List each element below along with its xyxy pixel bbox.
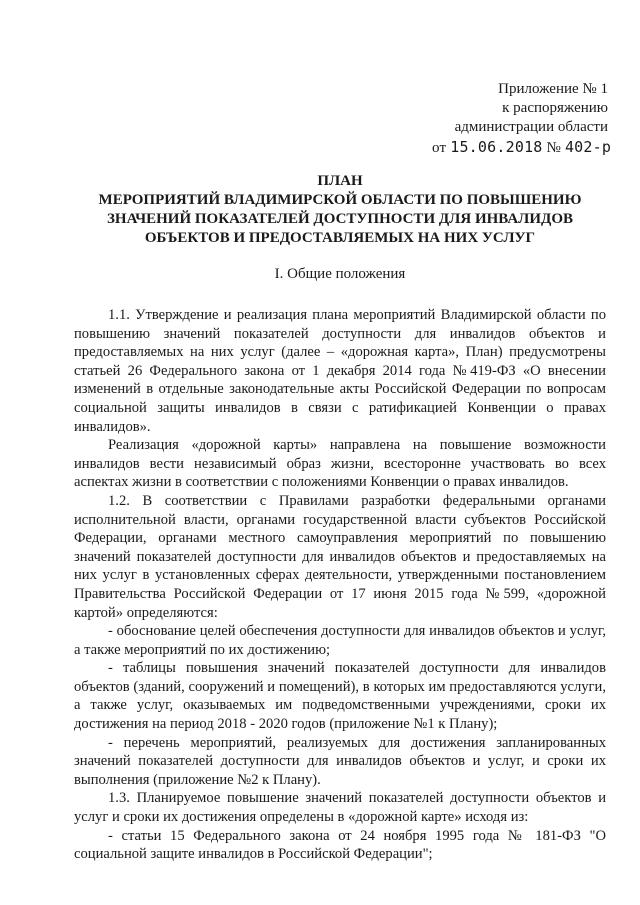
list-item-tables: - таблицы повышения значений показателей доступности для инвалидов объектов (зданий, сооружений и помещений), в которых им предоставляются услуги, а также услуг, оказываемых им подведомственными учреждениями, сроки их достижения на период 2018 - 2020 годов (приложение №1 к Плану);	[74, 660, 606, 733]
title-line-3: ЗНАЧЕНИЙ ПОКАЗАТЕЛЕЙ ДОСТУПНОСТИ ДЛЯ ИНВАЛИДОВ	[106, 211, 574, 227]
appendix-header	[455, 80, 608, 137]
order-reference	[432, 138, 611, 157]
list-item-measures: - перечень мероприятий, реализуемых для достижения запланированных значений показателей доступности для инвалидов объектов и услуг, и сроки их выполнения (приложение №2 к Плану).	[74, 734, 606, 788]
appendix-number: Приложение № 1	[498, 81, 608, 97]
title-line-4: ОБЪЕКТОВ И ПРЕДОСТАВЛЯЕМЫХ НА НИХ УСЛУГ	[144, 230, 536, 246]
order-date: 15.06.2018	[450, 138, 543, 156]
paragraph-1-3: 1.3. Планируемое повышение значений показателей доступности объектов и услуг и сроки их достижения определены в «дорожной карте» исходя из:	[74, 790, 606, 826]
list-item-goals: - обоснование целей обеспечения доступности для инвалидов объектов и услуг, а также мероприятий по их достижению;	[74, 623, 606, 658]
appendix-authority: администрации области	[454, 119, 608, 135]
document-title	[60, 172, 620, 248]
order-number: 402-р	[564, 138, 612, 156]
paragraph-1-1: 1.1. Утверждение и реализация плана мероприятий Владимирской области по повышению значений показателей доступности для инвалидов объектов и предоставляемых на них услуг (далее – «дорожная карта», План) предусмотрены статьей 26 Федерального закона от 1 декабря 2014 года №419-ФЗ «О внесении изменений в отдельные законодательные акты Российской Федерации по вопросам социальной защиты инвалидов в связи с ратификацией Конвенции о правах инвалидов».	[74, 307, 606, 435]
document-body	[74, 306, 606, 864]
order-number-sign: №	[546, 140, 561, 156]
title-line-1: ПЛАН	[317, 173, 363, 189]
list-item-federal-law: - статьи 15 Федерального закона от 24 ноября 1995 года № 181-ФЗ "О социальной защите инвалидов в Российской Федерации";	[74, 827, 606, 863]
paragraph-road-map: Реализация «дорожной карты» направлена на повышение возможности инвалидов вести независимый образ жизни, всесторонне участвовать во всех аспектах жизни в соответствии с положениями Конвенции о правах инвалидов.	[74, 437, 606, 491]
appendix-order-ref: к распоряжению	[502, 100, 608, 116]
section-heading: I. Общие положения	[274, 266, 406, 282]
paragraph-1-2: 1.2. В соответствии с Правилами разработки федеральными органами исполнительной власти, органами государственной власти субъектов Российской Федерации, органами местного самоуправления мероприятий по повышению значений показателей доступности для инвалидов объектов и предоставляемых на них услуг в установленных сферах деятельности, утвержденными постановлением Правительства Российской Федерации от 17 июня 2015 года №599, «дорожной картой» определяются:	[74, 492, 606, 621]
title-line-2: МЕРОПРИЯТИЙ ВЛАДИМИРСКОЙ ОБЛАСТИ ПО ПОВЫШЕНИЮ	[98, 192, 582, 208]
order-prefix: от	[432, 140, 447, 156]
